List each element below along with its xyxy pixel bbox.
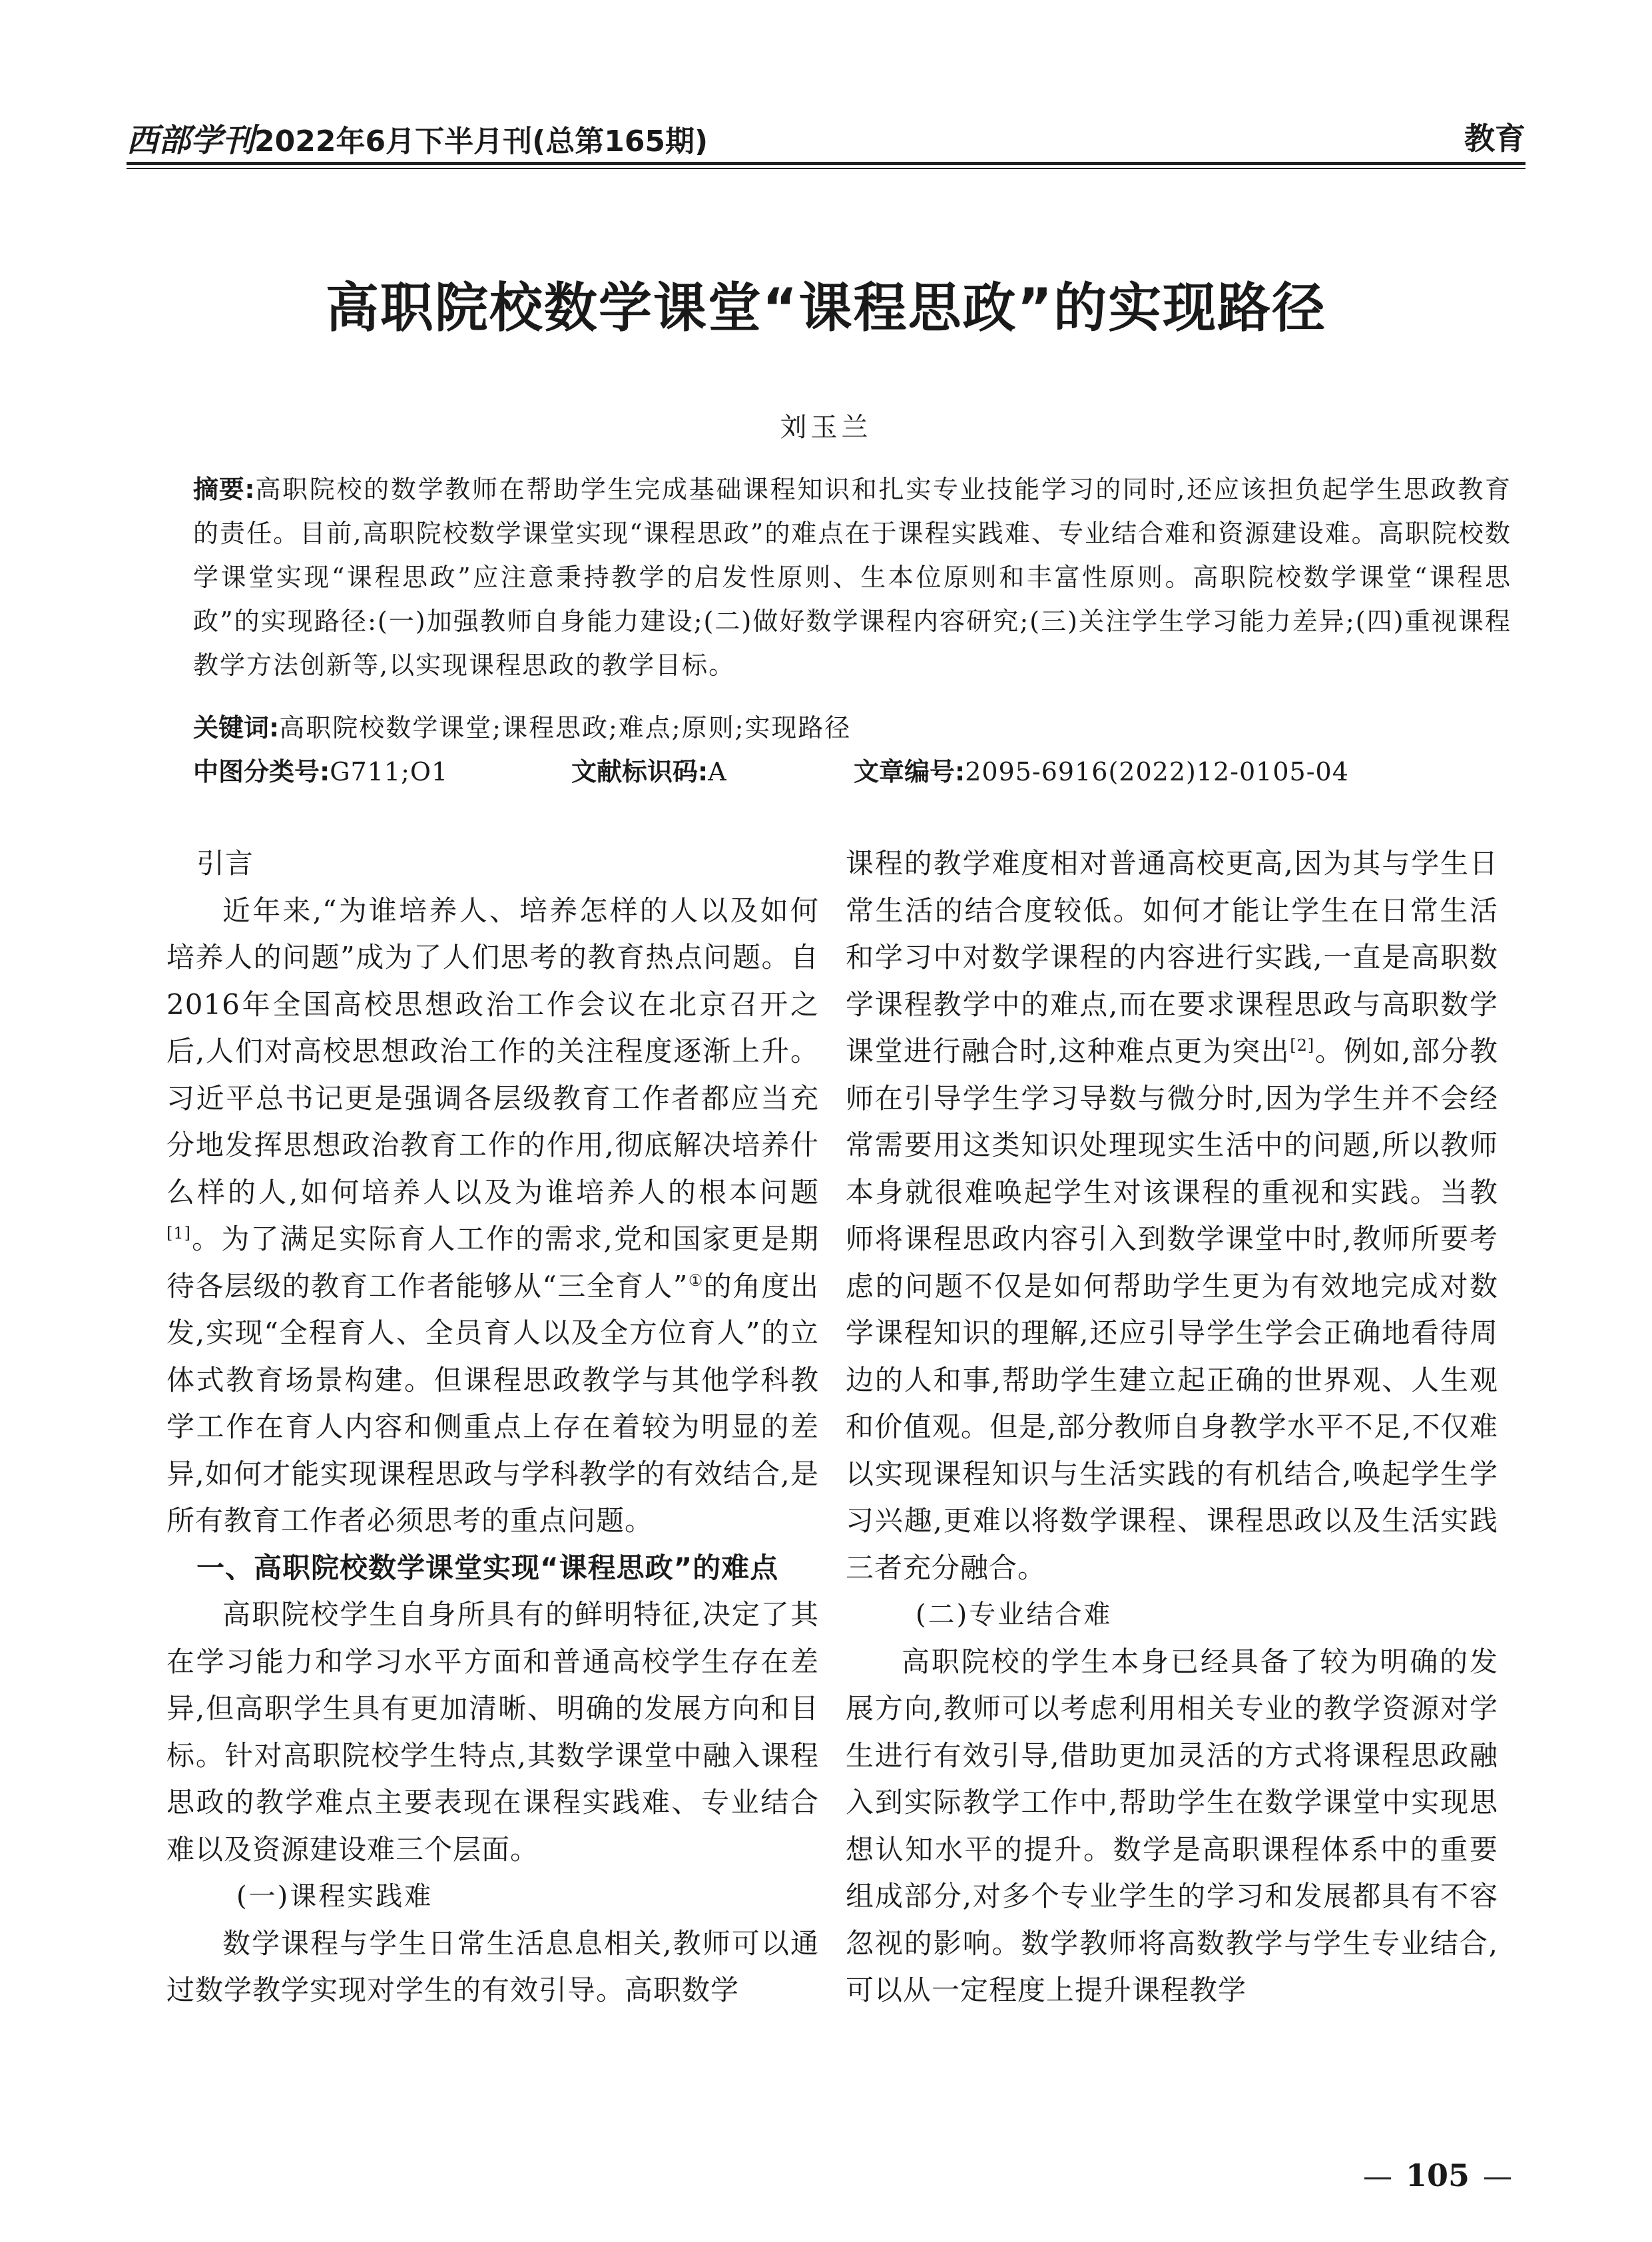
abstract-label: 摘要: — [193, 475, 255, 504]
header-divider-thick — [127, 162, 1525, 165]
author-name: 刘玉兰 — [780, 412, 872, 443]
doc-code-value: A — [708, 757, 727, 786]
clc-value: G711;O1 — [330, 757, 449, 786]
section-1-paragraph: 高职院校学生自身所具有的鲜明特征,决定了其在学习能力和学习水平方面和普通高校学生存在差异,但高职学生具有更加清晰、明确的发展方向和目标。针对高职院校学生特点,其数学课堂中融入课程思政的教学难点主要表现在课程实践难、专业结合难以及资源建设难三个层面。 — [166, 1598, 819, 1866]
section-name: 教育 — [1464, 121, 1525, 156]
body-column-right — [846, 840, 1498, 2014]
section-1-heading: 一、高职院校数学课堂实现“课程思政”的难点 — [196, 1551, 779, 1584]
intro-text-part3: 的角度出发,实现“全程育人、全员育人以及全方位育人”的立体式教育场景构建。但课程思政教学与其他学科教学工作在育人内容和侧重点上存在着较为明显的差异,如何才能实现课程思政与学科教学的有效结合,是所有教育工作者必须思考的重点问题。 — [166, 1269, 819, 1537]
doc-code-label: 文献标识码: — [571, 757, 708, 786]
article-no-label: 文章编号: — [854, 757, 965, 786]
intro-text-part1: 近年来,“为谁培养人、培养怎样的人以及如何培养人的问题”成为了人们思考的教育热点问题。自2016年全国高校思想政治工作会议在北京召开之后,人们对高校思想政治工作的关注程度逐渐上升。习近平总书记更是强调各层级教育工作者都应当充分地发挥思想政治教育工作的作用,彻底解决培养什么样的人,如何培养人以及为谁培养人的根本问题 — [166, 894, 819, 1209]
intro-heading: 引言 — [196, 847, 254, 880]
body-column-left — [166, 840, 819, 2014]
issue-info: 2022年6月下半月刊(总第165期) — [254, 125, 708, 158]
continued-paragraph — [846, 840, 1498, 1591]
intro-paragraph — [166, 888, 819, 1545]
running-header-journal — [127, 115, 708, 160]
continued-text-part2: 。例如,部分教师在引导学生学习导数与微分时,因为学生并不会经常需要用这类知识处理现实生活中的问题,所以教师本身就很难唤起学生对该课程的重视和实践。当教师将课程思政内容引入到数学课堂中时,教师所要考虑的问题不仅是如何帮助学生更为有效地完成对数学课程知识的理解,还应引导学生学会正确地看待周边的人和事,帮助学生建立起正确的世界观、人生观和价值观。但是,部分教师自身教学水平不足,不仅难以实现课程知识与生活实践的有机结合,唤起学生学习兴趣,更难以将数学课程、课程思政以及生活实践三者充分融合。 — [846, 1035, 1498, 1584]
keywords-text: 高职院校数学课堂;课程思政;难点;原则;实现路径 — [279, 713, 852, 742]
subsection-2-heading: (二)专业结合难 — [916, 1599, 1113, 1630]
header-divider-thin — [127, 168, 1525, 169]
intro-text-part2: 。为了满足实际育人工作的需求,党和国家更是期待各层级的教育工作者能够从“三全育人” — [166, 1223, 819, 1302]
abstract-text: 高职院校的数学教师在帮助学生完成基础课程知识和扎实专业技能学习的同时,还应该担负起学生思政教育的责任。目前,高职院校数学课堂实现“课程思政”的难点在于课程实践难、专业结合难和资源建设难。高职院校数学课堂实现“课程思政”应注意秉持教学的启发性原则、生本位原则和丰富性原则。高职院校数学课堂“课程思政”的实现路径:(一)加强教师自身能力建设;(二)做好数学课程内容研究;(三)关注学生学习能力差异;(四)重视课程教学方法创新等,以实现课程思政的教学目标。 — [193, 475, 1512, 680]
page-number-value: 105 — [1405, 2157, 1470, 2193]
subsection-1-heading: (一)课程实践难 — [236, 1881, 433, 1912]
subsection-1-paragraph: 数学课程与学生日常生活息息相关,教师可以通过数学教学实现对学生的有效引导。高职数学 — [166, 1926, 819, 2006]
footnote-marker-1: ① — [688, 1270, 704, 1290]
page-number-dash-left — [1364, 2177, 1391, 2179]
continued-text-part1: 课程的教学难度相对普通高校更高,因为其与学生日常生活的结合度较低。如何才能让学生在日常生活和学习中对数学课程的内容进行实践,一直是高职数学课程教学中的难点,而在要求课程思政与高职数学课堂进行融合时,这种难点更为突出 — [846, 847, 1498, 1067]
document-code — [571, 751, 727, 788]
keywords — [193, 707, 851, 744]
citation-1: [1] — [166, 1224, 191, 1243]
page-number — [1350, 2157, 1525, 2193]
clc-number — [193, 751, 448, 788]
page-number-dash-right — [1484, 2177, 1511, 2179]
abstract — [193, 467, 1512, 687]
article-no-value: 2095-6916(2022)12-0105-04 — [965, 757, 1349, 786]
citation-2: [2] — [1290, 1036, 1315, 1055]
article-number — [854, 751, 1349, 788]
subsection-2-paragraph: 高职院校的学生本身已经具备了较为明确的发展方向,教师可以考虑利用相关专业的教学资源对学生进行有效引导,借助更加灵活的方式将课程思政融入到实际教学工作中,帮助学生在数学课堂中实现思想认知水平的提升。数学是高职课程体系中的重要组成部分,对多个专业学生的学习和发展都具有不容忽视的影响。数学教师将高数教学与学生专业结合,可以从一定程度上提升课程教学 — [846, 1645, 1498, 2006]
clc-label: 中图分类号: — [193, 757, 330, 786]
journal-logo: 西部学刊 — [127, 122, 255, 159]
keywords-label: 关键词: — [193, 713, 280, 742]
article-title: 高职院校数学课堂“课程思政”的实现路径 — [325, 277, 1327, 339]
